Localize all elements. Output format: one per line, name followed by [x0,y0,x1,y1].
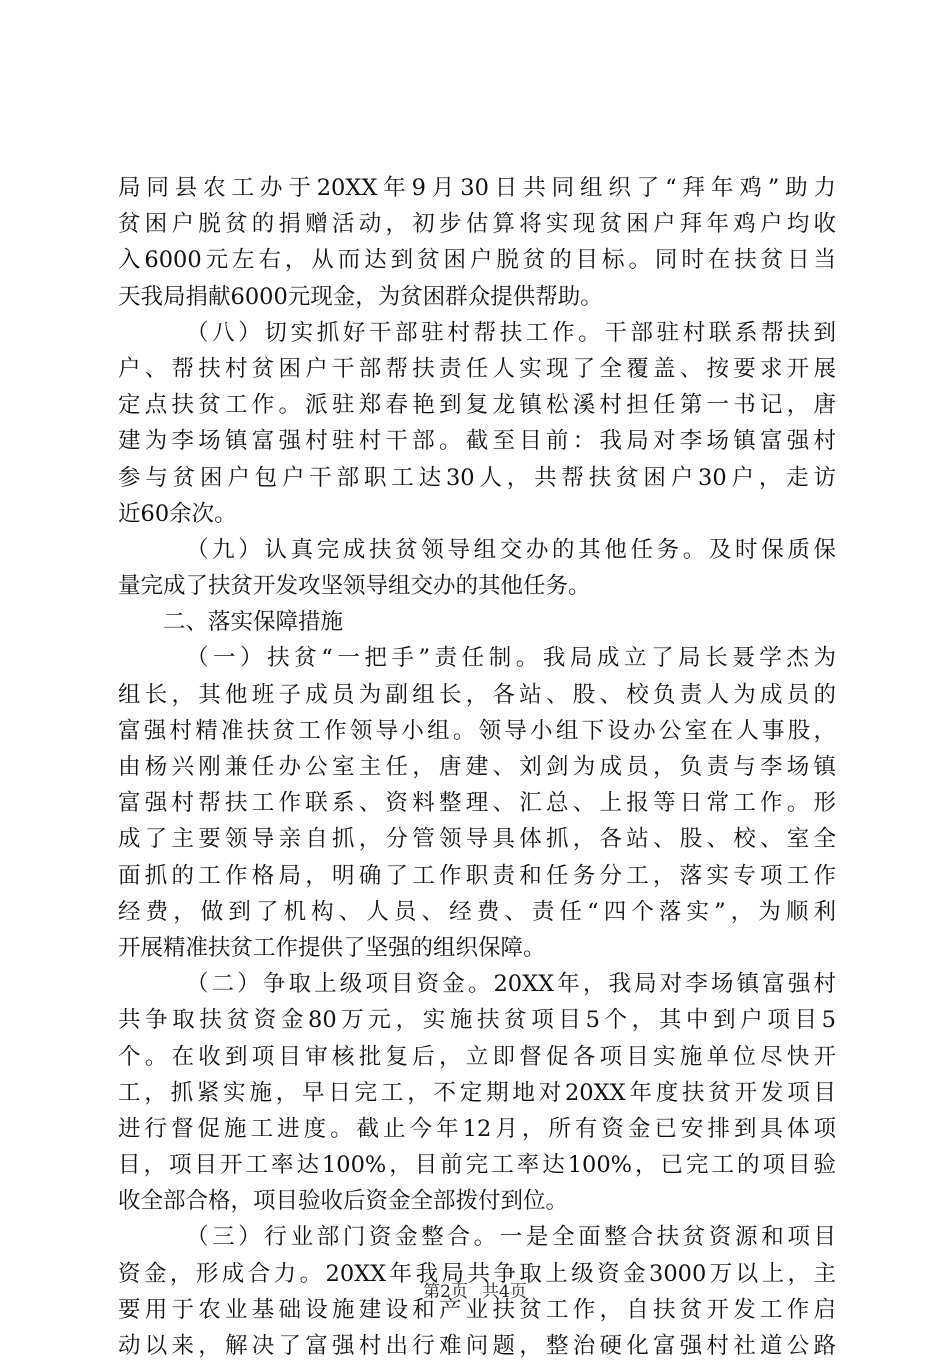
text-line: 成了主要领导亲自抓，分管领导具体抓，各站、股、校、室全 [118,826,836,853]
text-line: 量完成了扶贫开发攻坚领导组交办的其他任务。 [118,573,591,600]
page-total: 共4页 [482,1282,527,1302]
page-footer [0,1277,950,1302]
page-number: 第2页 [423,1282,468,1302]
text-line: 富强村帮扶工作联系、资料整理、汇总、上报等日常工作。形 [118,790,836,817]
text-line: 收全部合格，项目验收后资金全部拨付到位。 [118,1188,569,1215]
text-line: 入6000元左右，从而达到贫困户脱贫的目标。同时在扶贫日当 [118,247,836,274]
text-line: 工，抓紧实施，早日完工，不定期地对20XX年度扶贫开发项目 [118,1079,836,1106]
text-line: 开展精准扶贫工作提供了坚强的组织保障。 [118,934,546,961]
text-line: 参与贫困户包户干部职工达30人，共帮扶贫困户30户，走访 [118,464,836,491]
paragraph-start-line: （二）争取上级项目资金。20XX年，我局对李场镇富强村 [186,971,836,998]
text-line: 面抓的工作格局，明确了工作职责和任务分工，落实专项工作 [118,862,836,889]
text-line: 资金，形成合力。20XX年我局共争取上级资金3000万以上，主 [118,1260,836,1287]
text-line: 近60余次。 [118,500,237,527]
text-line: 目，项目开工率达100%，目前完工率达100%，已完工的项目验 [118,1152,836,1179]
text-line: 由杨兴刚兼任办公室主任，唐建、刘剑为成员，负责与李场镇 [118,754,836,780]
text-line: 个。在收到项目审核批复后，立即督促各项目实施单位尽快开 [118,1043,836,1070]
paragraph-start-line: （一）扶贫“一把手”责任制。我局成立了局长聂学杰为 [186,645,836,672]
paragraph-start-line: （八）切实抓好干部驻村帮扶工作。干部驻村联系帮扶到 [186,319,836,346]
paragraph-start-line: （九）认真完成扶贫领导组交办的其他任务。及时保质保 [186,536,836,563]
text-line: 贫困户脱贫的捐赠活动，初步估算将实现贫困户拜年鸡户均收 [118,211,836,238]
text-line: 户、帮扶村贫困户干部帮扶责任人实现了全覆盖、按要求开展 [118,355,836,382]
text-line: 定点扶贫工作。派驻郑春艳到复龙镇松溪村担任第一书记，唐 [118,392,836,419]
text-line: 建为李场镇富强村驻村干部。截至目前：我局对李场镇富强村 [118,428,836,455]
text-line: 富强村精准扶贫工作领导小组。领导小组下设办公室在人事股， [118,717,836,744]
body-text [118,170,836,1364]
text-line: 进行督促施工进度。截止今年12月，所有资金已安排到具体项 [118,1115,836,1142]
text-line: 要用于农业基础设施建设和产业扶贫工作，自扶贫开发工作启 [118,1296,836,1323]
text-line: 组长，其他班子成员为副组长，各站、股、校负责人为成员的 [118,681,836,708]
text-line: 动以来，解决了富强村出行难问题，整治硬化富强村社道公路 [118,1333,836,1359]
text-line: 天我局捐献6000元现金，为贫困群众提供帮助。 [118,283,603,310]
text-line: 共争取扶贫资金80万元，实施扶贫项目5个，其中到户项目5 [118,1007,836,1034]
paragraph-start-line: （三）行业部门资金整合。一是全面整合扶贫资源和项目 [186,1224,836,1251]
section-heading: 二、落实保障措施 [163,609,344,636]
text-line: 局同县农工办于20XX年9月30日共同组织了“拜年鸡”助力 [118,175,836,201]
text-line: 经费，做到了机构、人员、经费、责任“四个落实”，为顺利 [118,898,836,925]
